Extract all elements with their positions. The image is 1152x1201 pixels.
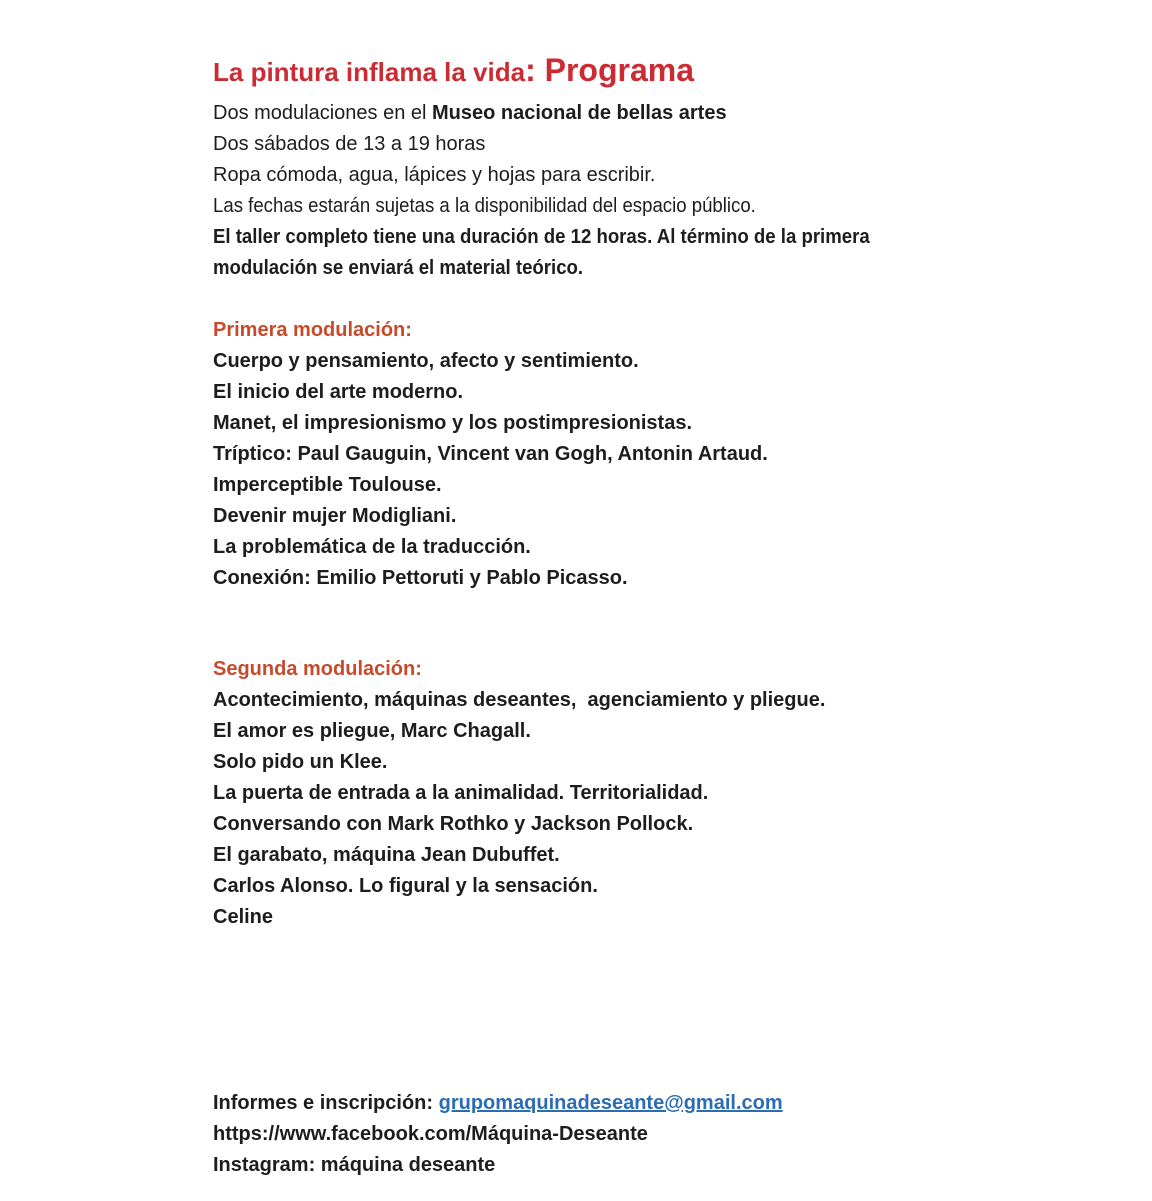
program-item: El inicio del arte moderno.: [213, 381, 464, 403]
program-item: Carlos Alonso. Lo figural y la sensación.: [213, 875, 598, 897]
page-title: [213, 50, 1033, 92]
document-page: [213, 50, 1033, 1181]
program-item: Solo pido un Klee.: [213, 751, 388, 773]
page-title-main: La pintura inflama la vida: [213, 57, 526, 87]
program-item: Tríptico: Paul Gauguin, Vincent van Gogh, Antonin Artaud.: [213, 443, 768, 465]
intro-supplies-line: Ropa cómoda, agua, lápices y hojas para escribir.: [213, 164, 656, 186]
contact-label: Informes e inscripción:: [213, 1092, 439, 1114]
instagram-line: Instagram: máquina deseante: [213, 1154, 496, 1176]
intro-venue-line: [213, 98, 1033, 129]
program-item: La problemática de la traducción.: [213, 536, 531, 558]
program-item: El amor es pliegue, Marc Chagall.: [213, 720, 531, 742]
contact-line: [213, 1088, 1033, 1119]
intro-duration-line-2: modulación se enviará el material teórico.: [213, 257, 584, 279]
email-link[interactable]: grupomaquinadeseante@gmail.com: [438, 1092, 783, 1114]
program-item: La puerta de entrada a la animalidad. Territorialidad.: [213, 782, 709, 804]
program-item: Cuerpo y pensamiento, afecto y sentimiento.: [213, 350, 639, 372]
intro-venue-name: Museo nacional de bellas artes: [432, 102, 727, 124]
page-title-suffix: : Programa: [525, 52, 695, 88]
program-item: Acontecimiento, máquinas deseantes, agenciamiento y pliegue.: [213, 689, 826, 711]
facebook-url-line: https://www.facebook.com/Máquina-Deseante: [213, 1123, 648, 1145]
program-item: Imperceptible Toulouse.: [213, 474, 442, 496]
section-heading-segunda: Segunda modulación:: [213, 658, 422, 680]
contact-section: [213, 1088, 1033, 1181]
intro-schedule-line: Dos sábados de 13 a 19 horas: [213, 133, 486, 155]
program-item: Conversando con Mark Rothko y Jackson Pollock.: [213, 813, 694, 835]
section-heading-primera: Primera modulación:: [213, 319, 412, 341]
program-item: Manet, el impresionismo y los postimpresionistas.: [213, 412, 693, 434]
intro-venue-prefix: Dos modulaciones en el: [213, 102, 433, 124]
intro-availability-line: Las fechas estarán sujetas a la disponibilidad del espacio público.: [213, 195, 756, 217]
program-item: El garabato, máquina Jean Dubuffet.: [213, 844, 560, 866]
program-item: Conexión: Emilio Pettoruti y Pablo Picasso.: [213, 567, 628, 589]
program-item: Devenir mujer Modigliani.: [213, 505, 457, 527]
intro-duration-line-1: El taller completo tiene una duración de 12 horas. Al término de la primera: [213, 226, 870, 248]
program-item: Celine: [213, 906, 274, 928]
